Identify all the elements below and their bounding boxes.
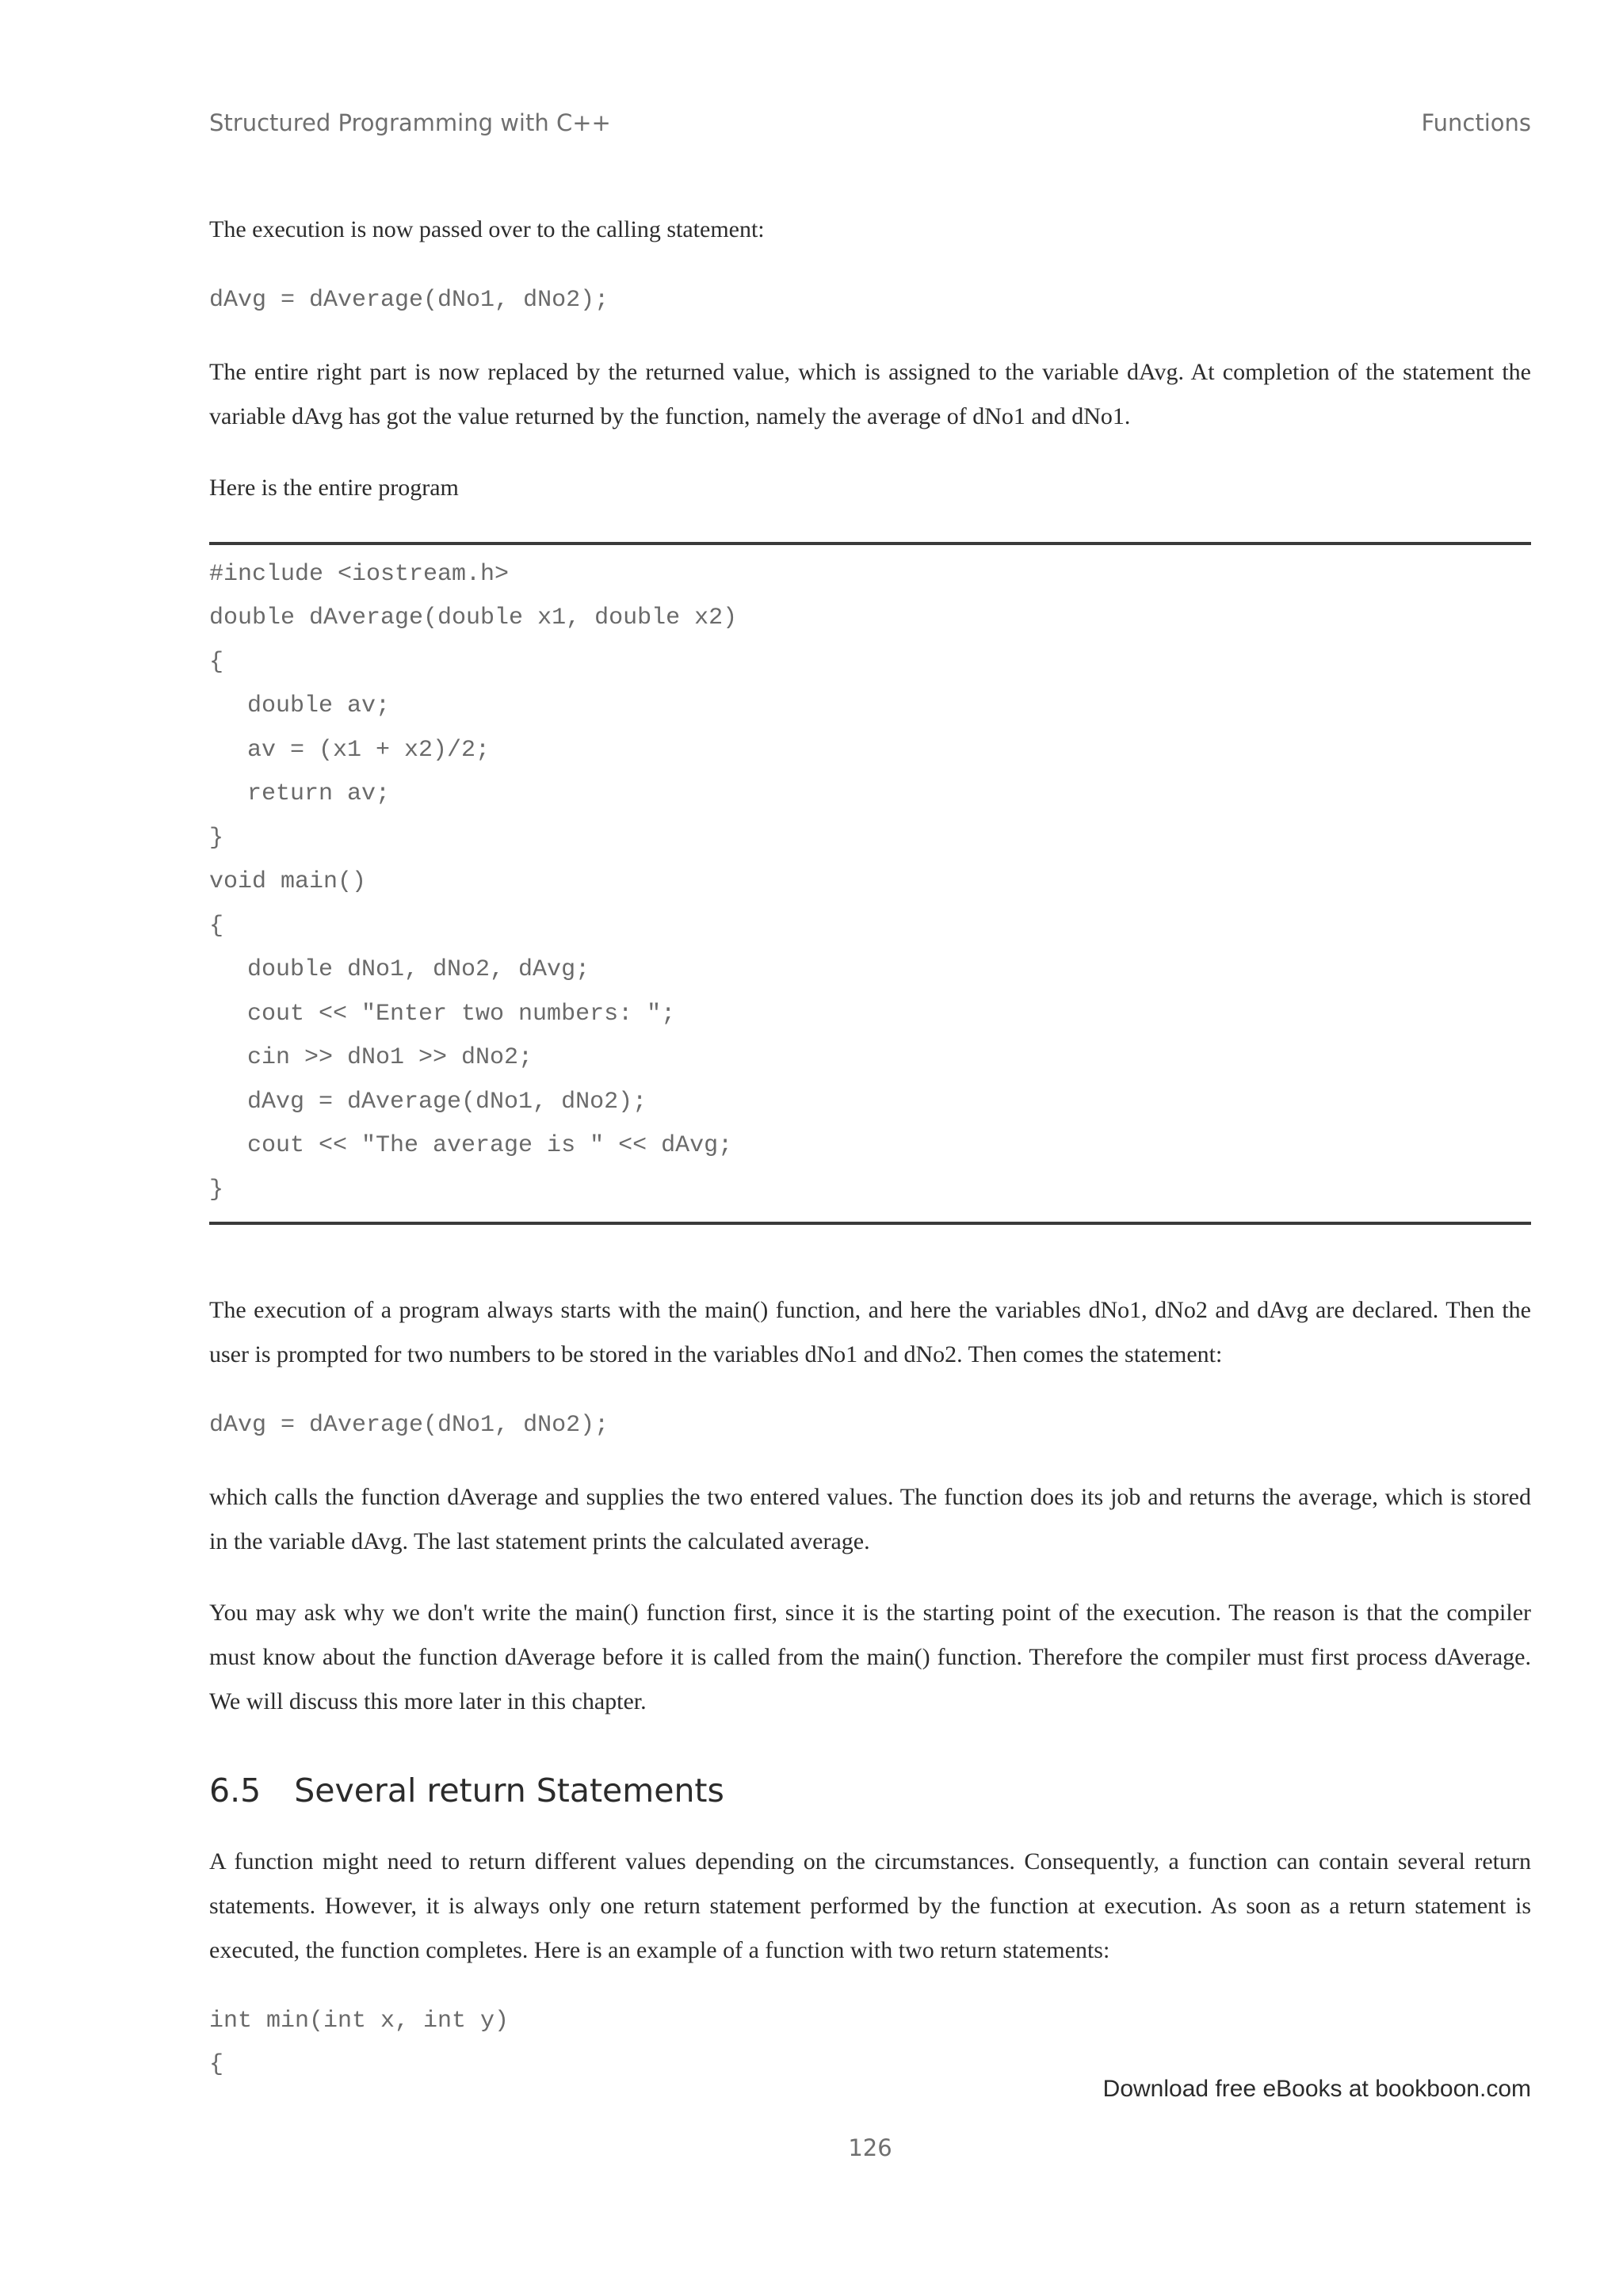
- paragraph: A function might need to return different values depending on the circumstances. Consequently, a function can contain several return statements. However, it is always only one return statement performed by the function at execution. As soon as a return statement is executed, the function completes. Here is an example of a function with two return statements:: [209, 1848, 1531, 1963]
- code-line: return av;: [247, 780, 391, 807]
- code-line: }: [209, 824, 224, 852]
- code-line: double dAverage(double x1, double x2): [209, 605, 738, 631]
- paragraph: You may ask why we don't write the main() function first, since it is the starting point of the execution. The reason is that the compiler must know about the function dAverage before it is called from the main() function. Therefore the compiler must first process dAverage. We will discuss this more later in this chapter.: [209, 1599, 1531, 1714]
- download-link[interactable]: Download free eBooks at bookboon.com: [1102, 2076, 1531, 2102]
- paragraph: Here is the entire program: [209, 474, 459, 501]
- book-title: Structured Programming with C++: [209, 109, 611, 136]
- paragraph: The execution of a program always starts with the main() function, and here the variables dNo1, dNo2 and dAvg are declared. Then the user is prompted for two numbers to be stored in the variables dNo1 and dNo2. Then comes the statement:: [209, 1297, 1531, 1367]
- code-line: cout << "The average is " << dAvg;: [247, 1132, 733, 1159]
- code-line: #include <iostream.h>: [209, 560, 510, 588]
- section-number: 6.5: [209, 1771, 262, 1810]
- page-content: [209, 208, 1531, 2115]
- program-listing: [209, 542, 1531, 1226]
- code-line: {: [209, 648, 224, 676]
- code-snippet: [209, 1404, 1531, 1448]
- code-line: }: [209, 1176, 224, 1203]
- code-line: dAvg = dAverage(dNo1, dNo2);: [247, 1088, 647, 1116]
- paragraph: The execution is now passed over to the calling statement:: [209, 216, 765, 242]
- code-line: cin >> dNo1 >> dNo2;: [247, 1044, 533, 1071]
- code-line: double dNo1, dNo2, dAvg;: [247, 956, 590, 983]
- book-page: [209, 0, 1531, 2296]
- code-line: cout << "Enter two numbers: ";: [247, 1000, 676, 1028]
- code-line: dAvg = dAverage(dNo1, dNo2);: [209, 1412, 609, 1439]
- code-line: av = (x1 + x2)/2;: [247, 736, 491, 764]
- paragraph: The entire right part is now replaced by the returned value, which is assigned to the variable dAvg. At completion of the statement the variable dAvg has got the value returned by the function, namely the average of dNo1 and dNo1.: [209, 358, 1531, 429]
- code-snippet: [209, 2000, 1531, 2088]
- chapter-title: Functions: [1421, 109, 1531, 136]
- code-line: {: [209, 912, 224, 940]
- paragraph: which calls the function dAverage and supplies the two entered values. The function does its job and returns the average, which is stored in the variable dAvg. The last statement prints the calculated average.: [209, 1483, 1531, 1554]
- running-header: [209, 109, 1531, 136]
- page-number: 126: [848, 2134, 892, 2161]
- code-line: dAvg = dAverage(dNo1, dNo2);: [209, 287, 609, 314]
- code-line: {: [209, 2051, 224, 2078]
- code-line: void main(): [209, 868, 367, 895]
- section-title: Several return Statements: [294, 1771, 724, 1810]
- code-line: int min(int x, int y): [209, 2007, 510, 2035]
- code-snippet: [209, 279, 1531, 323]
- code-line: double av;: [247, 692, 391, 719]
- section-heading: [209, 1772, 1531, 1810]
